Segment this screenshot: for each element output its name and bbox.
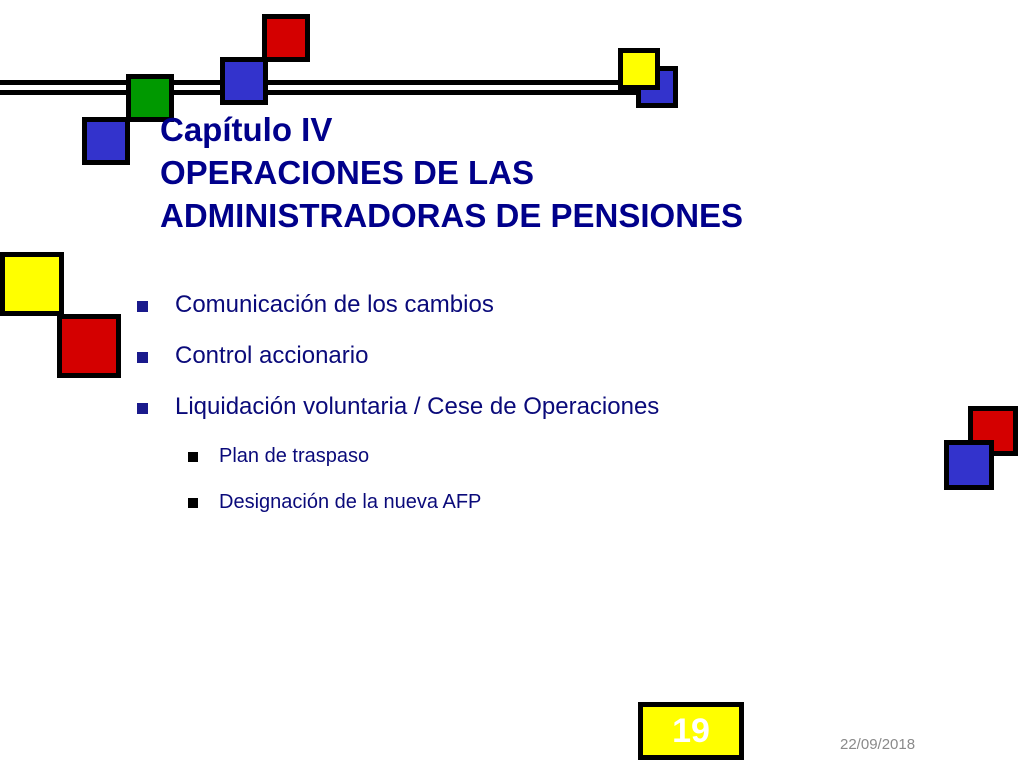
sub-bullet-item: Designación de la nueva AFP	[219, 491, 482, 513]
square-bullet-icon	[137, 352, 148, 363]
slide-date: 22/09/2018	[840, 736, 916, 753]
page-number: 19	[638, 702, 744, 760]
title-line-1: Capítulo IV	[160, 111, 333, 148]
yellow-square	[618, 48, 660, 90]
title-line-2: OPERACIONES DE LAS	[160, 154, 535, 191]
blue-square	[220, 57, 268, 105]
square-bullet-icon	[137, 403, 148, 414]
slide-title	[160, 108, 960, 237]
sub-bullet-item: Plan de traspaso	[219, 445, 370, 467]
blue-square	[944, 440, 994, 490]
bullet-item: Control accionario	[175, 342, 369, 369]
bullet-item: Liquidación voluntaria / Cese de Operaciones	[175, 393, 660, 420]
square-bullet-icon	[188, 452, 198, 462]
bullet-item: Comunicación de los cambios	[175, 291, 494, 318]
yellow-square	[0, 252, 64, 316]
red-square	[57, 314, 121, 378]
square-bullet-icon	[137, 301, 148, 312]
blue-square	[82, 117, 130, 165]
red-square	[262, 14, 310, 62]
decorative-double-line	[0, 80, 648, 95]
title-line-3: ADMINISTRADORAS DE PENSIONES	[160, 197, 744, 234]
square-bullet-icon	[188, 498, 198, 508]
